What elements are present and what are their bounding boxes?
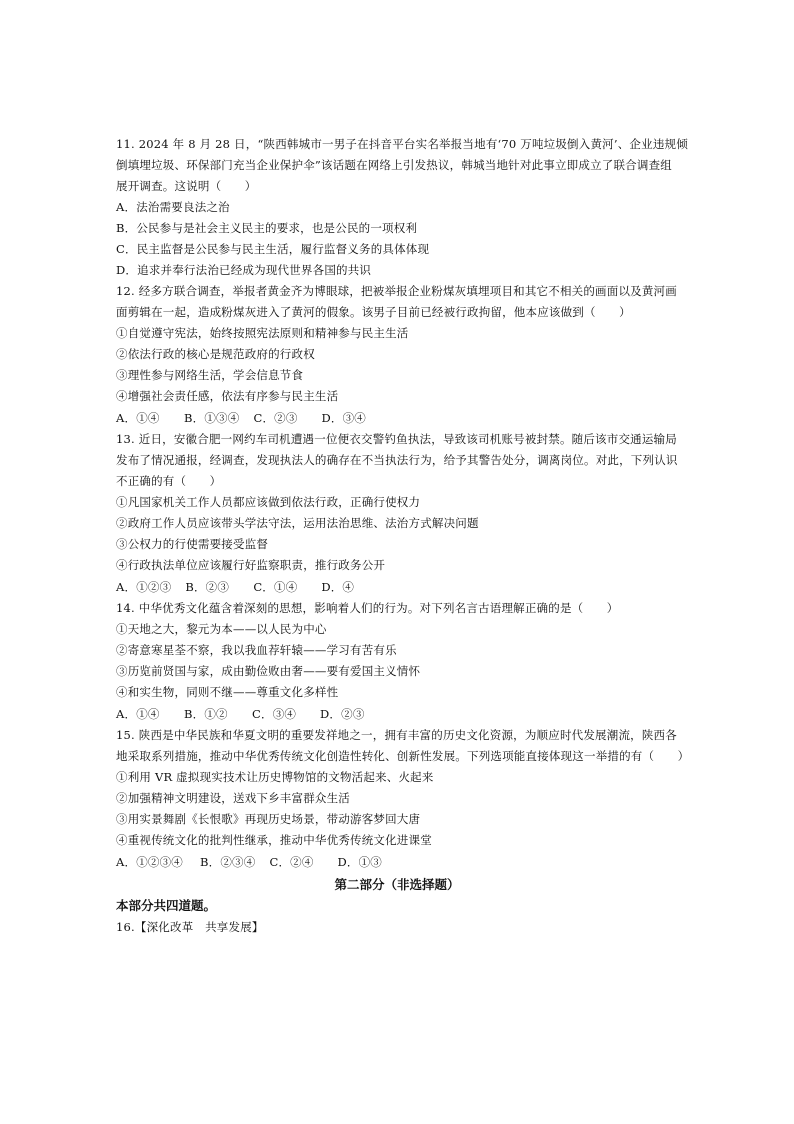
q11-stem-line-1: 11. 2024 年 8 月 28 日，“陕西韩城市一男子在抖音平台实名举报当地有‘70 万吨垃圾倒入黄河’、企业违规倾 — [116, 137, 688, 151]
q12-option-d: D．③④ — [321, 411, 366, 425]
q12-option-a: A．①④ — [116, 411, 160, 425]
q14-option-b: B．①② — [184, 707, 228, 721]
q13-option-c: C．①④ — [253, 580, 298, 594]
q12-option-b: B．①③④ — [184, 411, 240, 425]
q11-option-d: D．追求并奉行法治已经成为现代世界各国的共识 — [116, 263, 372, 277]
q11-option-c: C．民主监督是公民参与民主生活，履行监督义务的具体体现 — [116, 242, 430, 256]
part2-intro: 本部分共四道题。 — [116, 898, 217, 913]
q14-options — [116, 707, 388, 721]
q12-option-c: C．②③ — [253, 411, 298, 425]
q15-item-1: ①利用 VR 虚拟现实技术让历史博物馆的文物活起来、火起来 — [116, 770, 434, 784]
q13-stem-line-3: 不正确的有（ ） — [116, 474, 222, 488]
q14-option-c: C．③④ — [252, 707, 297, 721]
q11-option-a: A．法治需要良法之治 — [116, 200, 230, 214]
q13-item-2: ②政府工作人员应该带头学法守法，运用法治思维、法治方式解决问题 — [116, 516, 479, 530]
q15-stem-line-2: 地采取系列措施，推动中华优秀传统文化创造性转化、创新性发展。下列选项能直接体现这一举措的有（ ） — [116, 749, 690, 763]
q14-stem-line-1: 14. 中华优秀文化蕴含着深刻的思想，影响着人们的行为。对下列名言古语理解正确的是（ ） — [116, 601, 619, 615]
q13-item-3: ③公权力的行使需要接受监督 — [116, 537, 269, 551]
q13-item-4: ④行政执法单位应该履行好监察职责，推行政务公开 — [116, 558, 386, 572]
q13-options — [116, 580, 389, 594]
q11-stem-line-3: 展开调查。这说明（ ） — [116, 179, 257, 193]
q14-item-1: ①天地之大，黎元为本——以人民为中心 — [116, 622, 327, 636]
q13-option-d: D．④ — [321, 580, 355, 594]
q13-item-1: ①凡国家机关工作人员都应该做到依法行政，正确行使权力 — [116, 495, 421, 509]
q12-item-2: ②依法行政的核心是规范政府的行政权 — [116, 347, 315, 361]
q15-options — [116, 855, 405, 869]
q14-item-2: ②寄意寒星荃不察，我以我血荐轩辕——学习有苦有乐 — [116, 643, 397, 657]
q14-item-4: ④和实生物，同则不继——尊重文化多样性 — [116, 685, 339, 699]
part2-title: 第二部分（非选择题） — [334, 877, 460, 892]
q12-stem-line-1: 12. 经多方联合调查，举报者黄金齐为博眼球，把被举报企业粉煤灰填埋项目和其它不相关的画面以及黄河画 — [116, 284, 677, 298]
q12-stem-line-2: 面剪辑在一起，造成粉煤灰进入了黄河的假象。该男子目前已经被行政拘留，他本应该做到（ ） — [116, 305, 631, 319]
q12-item-3: ③理性参与网络生活，学会信息节食 — [116, 368, 304, 382]
q14-option-d: D．②③ — [320, 707, 365, 721]
q13-stem-line-2: 发布了情况通报，经调查，发现执法人的确存在不当执法行为，给予其警告处分，调离岗位。对此，下列认识 — [116, 453, 678, 467]
q15-option-c: C．②④ — [269, 855, 314, 869]
q15-item-2: ②加强精神文明建设，送戏下乡丰富群众生活 — [116, 791, 350, 805]
q13-stem-line-1: 13. 近日，安徽合肥一网约车司机遭遇一位便衣交警钓鱼执法，导致该司机账号被封禁。随后该市交通运输局 — [116, 432, 677, 446]
q15-item-3: ③用实景舞剧《长恨歌》再现历史场景，带动游客梦回大唐 — [116, 812, 421, 826]
q12-item-1: ①自觉遵守宪法，始终按照宪法原则和精神参与民主生活 — [116, 326, 409, 340]
q15-option-a: A．①②③④ — [116, 855, 184, 869]
q12-item-4: ④增强社会责任感，依法有序参与民主生活 — [116, 389, 339, 403]
q11-stem-line-2: 倒填埋垃圾、环保部门充当企业保护伞”该话题在网络上引发热议，韩城当地针对此事立即成立了联合调查组 — [116, 158, 672, 172]
q15-item-4: ④重视传统文化的批判性继承，推动中华优秀传统文化进课堂 — [116, 833, 432, 847]
q15-option-b: B．②③④ — [200, 855, 256, 869]
q14-option-a: A．①④ — [116, 707, 160, 721]
q16-title: 16.【深化改革 共享发展】 — [116, 920, 264, 934]
q15-stem-line-1: 15. 陕西是中华民族和华夏文明的重要发祥地之一，拥有丰富的历史文化资源，为顺应时代发展潮流，陕西各 — [116, 728, 677, 742]
q12-options — [116, 411, 389, 425]
q11-option-b: B．公民参与是社会主义民主的要求，也是公民的一项权利 — [116, 221, 418, 235]
q13-option-b: B．②③ — [185, 580, 230, 594]
q13-option-a: A．①②③ — [116, 580, 172, 594]
q14-item-3: ③历览前贤国与家，成由勤俭败由奢——要有爱国主义情怀 — [116, 664, 421, 678]
q15-option-d: D．①③ — [337, 855, 382, 869]
